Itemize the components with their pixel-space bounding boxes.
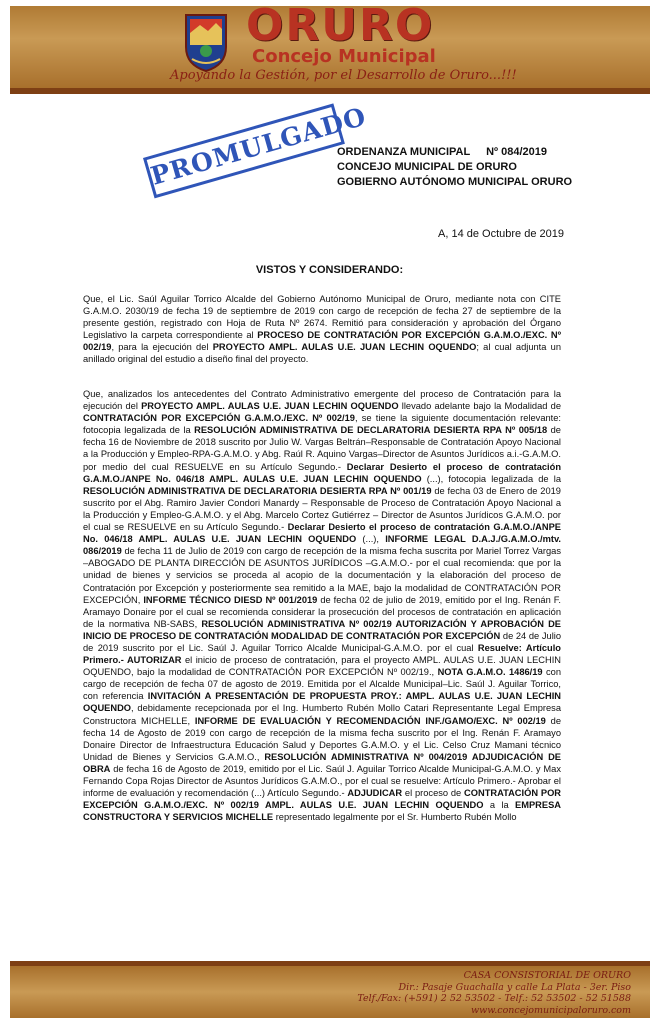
bold-run: ADJUDICAR (347, 788, 403, 799)
text-run: de fecha 03 de Enero de 2019 suscrito por el Abg. Ramiro Javier Condori Manardy – Responsable de Proceso de Contratación Apoyo Nacional a la Producción y Empleo-G.A.M.O. y el Abg. Marcelo Cortez Gutiérrez – Director de Asuntos Jurídicos G.A.M.O. por el cual se RESUELVE en su Artículo Segundo.- (83, 485, 561, 533)
bold-run: PROYECTO AMPL. AULAS U.E. JUAN LECHIN OQUENDO (141, 401, 399, 412)
bold-run: EMPRESA CONSTRUCTORA Y SERVICIOS MICHELLE (83, 800, 562, 823)
footer-line-1: CASA CONSISTORIAL DE ORURO (463, 970, 631, 981)
text-run: , para la ejecución del (111, 342, 213, 353)
promulgado-stamp (143, 101, 370, 198)
bold-run: PROCESO DE CONTRATACIÓN POR EXCEPCIÓN G.A.M.O./EXC. Nº 002/19 (83, 330, 561, 353)
text-run: (...), fotocopia legalizada de la (421, 473, 561, 484)
bold-run: RESOLUCIÓN ADMINISTRATIVA DE DECLARATORIA DESIERTA RPA Nº 001/19 (83, 485, 432, 496)
oruro-emblem-icon (182, 11, 230, 73)
text-run: Que, el Lic. Saúl Aguilar Torrico Alcalde del Gobierno Autónomo Municipal de Oruro, mediante nota con CITE G.A.M.O. 2030/19 de fecha 19 de septiembre de 2019 con cargo de recepción de fecha 27 de septiembre de la presente gestión, registrado con Hoja de Ruta Nº 2674. Remitió para consideración y aprobación del Órgano Legislativo la carpeta correspondiente al (83, 294, 561, 341)
bold-run: RESOLUCIÓN ADMINISTRATIVA Nº 004/2019 ADJUDICACIÓN DE OBRA (83, 751, 561, 774)
text-run: de 24 de Julio de 2019 suscrito por el Lic. Saúl J. Aguilar Torrico Alcalde Municipal-G.A.M.O. por el cual (83, 630, 561, 653)
section-heading: VISTOS Y CONSIDERANDO: (255, 264, 404, 276)
bold-run: Declarar Desierto el proceso de contratación G.A.M.O./ANPE No. 046/18 AMPL. AULAS U.E. JUAN LECHIN OQUENDO (83, 461, 561, 484)
ordinance-number: Nº 084/2019 (486, 146, 547, 158)
text-run: de fecha 16 de Agosto de 2019, emitido por el Lic. Saúl J. Aguilar Torrico Alcalde Municipal-G.A.M.O. y Max Fernando Copa Rojas Director de Asuntos Jurídicos G.A.M.O., por el cual se resuelve: Artículo Primero.- Aprobar el informe de evaluación y recomendación (...) Artículo Segundo.- (83, 763, 561, 799)
text-run: ; al cual adjunta un anillado original del estudio a diseño final del proyecto. (83, 342, 562, 365)
bold-run: RESOLUCIÓN ADMINISTRATIVA Nº 002/19 AUTORIZACIÓN Y APROBACIÓN DE INICIO DE PROCESO DE CONTRATACIÓN MODALIDAD DE CONTRATACIÓN POR EXCEPCIÓN (83, 618, 561, 641)
bold-run: INFORME TÉCNICO DIESD Nº 001/2019 (143, 594, 318, 605)
text-run: Que, analizados los antecedentes del Contrato Administrativo emergente del proceso de Contratación para la ejecución del (83, 389, 561, 412)
text-run: (...), (356, 534, 386, 545)
ordinance-line-2: CONCEJO MUNICIPAL DE ORURO (337, 161, 517, 173)
text-run: el inicio de proceso de contratación, para el proyecto AMPL. AULAS U.E. JUAN LECHIN OQUENDO, bajo la modalidad de CONTRATACIÓN POR EXCEPCIÓN Nº 002/19., (83, 655, 561, 678)
footer-line-3: Telf./Fax: (+591) 2 52 53502 - Telf.: 52 53502 - 52 51588 (357, 993, 631, 1004)
paragraph-1 (83, 293, 561, 366)
bold-run: INFORME DE EVALUACIÓN Y RECOMENDACIÓN INF./GAMO/EXC. Nº 002/19 (194, 715, 546, 726)
document-date: A, 14 de Octubre de 2019 (438, 228, 564, 240)
text-run: , se tiene la siguiente documentación relevante: fotocopia legalizada de la (83, 413, 562, 436)
ordinance-line-1 (337, 145, 547, 160)
header-title: ORURO (246, 0, 435, 51)
text-run: de fecha 11 de Julio de 2019 con cargo de recepción de la misma fecha suscrita por Mariel Torrez Vargas –ABOGADO DE PLANTA DIRECCIÓN DE ASUNTOS JURÍDICOS –G.A.M.O.- por el cual recomienda: que por la unidad de bienes y servicios se proceda al acopio de la documentación y la elaboración del proceso de Contratación por Excepción y posteriormente sea remitido a la MAE, bajo la modalidad de CONTRATACIÓN POR EXCEPCIÓN, (83, 546, 561, 605)
text-run: de fecha 14 de Agosto de 2019 con cargo de recepción de la misma fecha suscrito por el Ing. Renán F. Aramayo Donaire Director de Infraestructura Educación Salud y Deportes G.A.M.O. y el Lic. Celso Cruz Mamani técnico Unidad de Bienes y Servicios G.A.M.O., (83, 715, 561, 762)
stamp-text: PROMULGADO (147, 101, 370, 191)
text-run: el proceso de (402, 788, 465, 799)
footer-line-2: Dir.: Pasaje Guachalla y calle La Plata - 3er. Piso (398, 981, 631, 993)
bold-run: INVITACIÓN A PRESENTACIÓN DE PROPUESTA PROY.: AMPL. AULAS U.E. JUAN LECHIN OQUENDO (83, 691, 561, 714)
bold-run: CONTRATACIÓN POR EXCEPCIÓN G.A.M.O./EXC. Nº 002/19 (83, 413, 355, 424)
text-run: llevado adelante bajo la Modalidad de (398, 401, 561, 412)
text-run: con cargo de recepción de fecha 07 de agosto de 2019. Emitida por el Alcalde Municipal–Lic. Saúl J. Aguilar Torrico, con referencia (83, 667, 561, 702)
header-slogan: Apoyando la Gestión, por el Desarrollo de Oruro...!!! (170, 68, 517, 83)
ordinance-line-3: GOBIERNO AUTÓNOMO MUNICIPAL ORURO (337, 176, 573, 188)
bold-run: PROYECTO AMPL. AULAS U.E. JUAN LECHIN OQUENDO (212, 342, 477, 353)
footer-line-4: www.concejomunicipaloruro.com (470, 1004, 631, 1016)
text-run: de fecha 02 de julio de 2019, emitido por el Ing. Renán F. Aramayo Donaire por el cual se recomienda considerar la prosecución del procesos de contratación en aplicación de la normativa NB-SABS, (83, 594, 561, 629)
ordinance-block (337, 145, 572, 190)
footer-address (357, 970, 631, 1016)
text-run: de fecha 16 de Noviembre de 2018 suscrito por Julio W. Vargas Beltrán–Responsable de Contratación Apoyo Nacional a la Producción y Empleo-RPA-G.A.M.O. y Abg. Raúl R. Aquino Vargas–Director de Asuntos Jurídicos a.i.-G.A.M.O. por medio del cual RESUELVE en su Artículo Segundo.- (83, 425, 561, 472)
bold-run: Declarar Desierto el proceso de contratación G.A.M.O./ANPE No. 046/18 AMPL. AULAS U.E. JUAN LECHIN OQUENDO (83, 522, 561, 545)
bold-run: Resuelve: Artículo Primero.- AUTORIZAR (83, 642, 561, 666)
bold-run: NOTA G.A.M.O. 1486/19 (437, 667, 543, 678)
text-run: , debidamente recepcionada por el Ing. Humberto Rubén Mollo Catari Representante Legal Empresa Constructora MICHELLE, (83, 703, 561, 726)
text-run: a la (483, 800, 516, 811)
bold-run: CONTRATACIÓN POR EXCEPCIÓN G.A.M.O./EXC. Nº 002/19 AMPL. AULAS U.E. JUAN LECHIN OQUENDO (83, 788, 562, 811)
text-run: representado legalmente por el Sr. Humberto Rubén Mollo (273, 812, 517, 823)
paragraph-2 (83, 388, 561, 823)
header-subtitle: Concejo Municipal (252, 46, 436, 67)
bold-run: INFORME LEGAL D.A.J./G.A.M.O./mtv. 086/2019 (83, 534, 562, 557)
ordinance-label: ORDENANZA MUNICIPAL (337, 146, 471, 158)
bold-run: RESOLUCIÓN ADMINISTRATIVA DE DECLARATORIA DESIERTA RPA Nº 005/18 (194, 425, 548, 436)
